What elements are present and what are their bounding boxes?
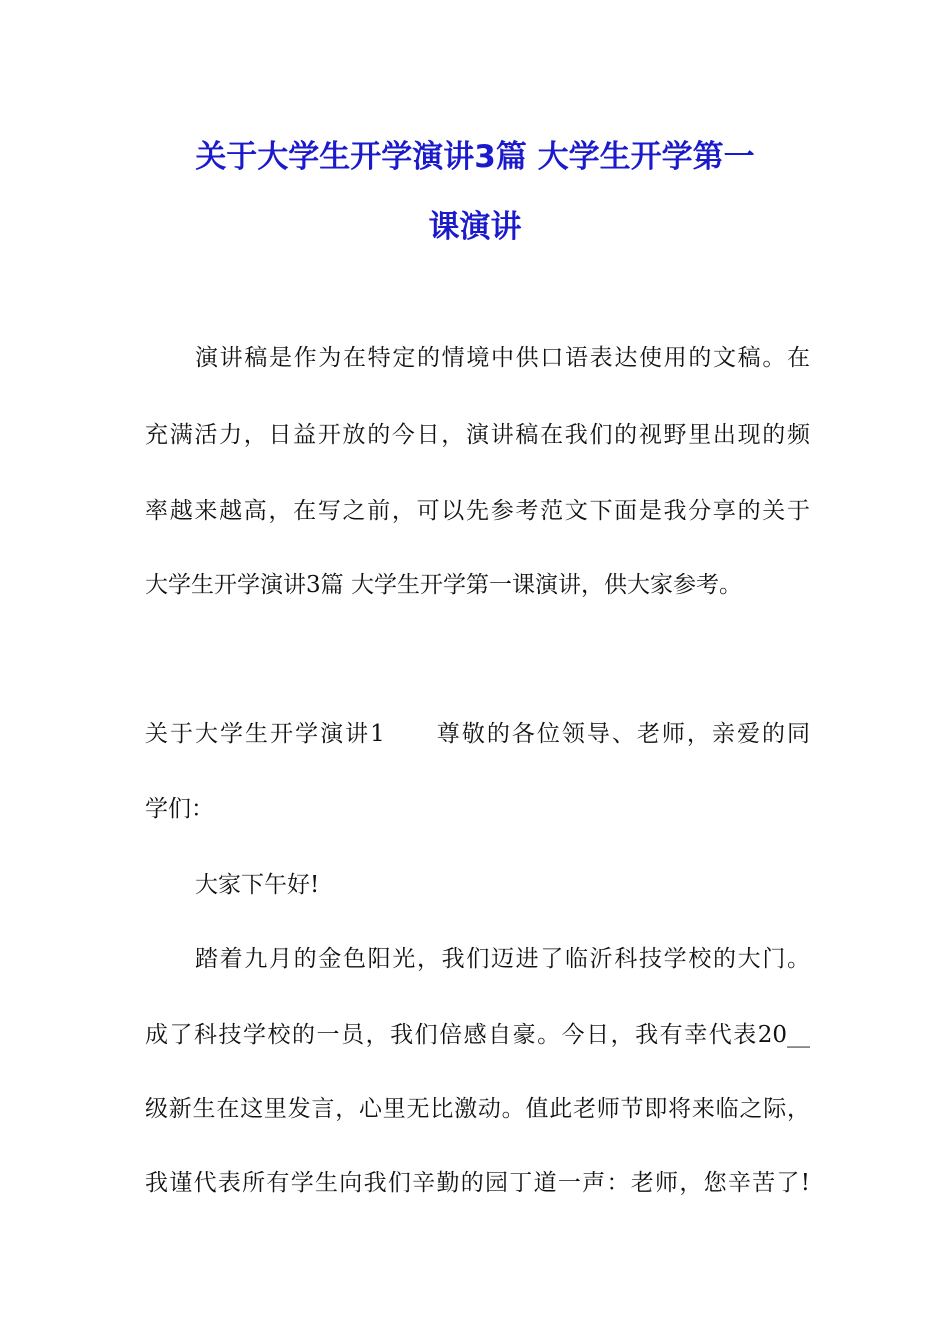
intro-line-2: 充满活力，日益开放的今日，演讲稿在我们的视野里出现的频	[145, 422, 810, 448]
body-line-4: 我谨代表所有学生向我们辛勤的园丁道一声：老师，您辛苦了!	[145, 1170, 810, 1196]
body-line-1: 踏着九月的金色阳光，我们迈进了临沂科技学校的大门。	[195, 946, 810, 972]
intro-line-3: 率越来越高，在写之前，可以先参考范文下面是我分享的关于	[145, 498, 810, 524]
body-line-2: 成了科技学校的一员，我们倍感自豪。今日，我有幸代表20__	[145, 1022, 810, 1048]
intro-line-4: 大学生开学演讲3篇 大学生开学第一课演讲，供大家参考。	[145, 572, 742, 598]
speech-heading-line-2: 学们：	[145, 796, 214, 822]
speech-heading-line-1: 关于大学生开学演讲1 尊敬的各位领导、老师，亲爱的同	[145, 721, 810, 747]
greeting-line: 大家下午好!	[195, 872, 320, 898]
document-title-line-2: 课演讲	[428, 209, 522, 245]
document-title-line-1: 关于大学生开学演讲3篇 大学生开学第一	[195, 139, 755, 175]
body-line-3: 级新生在这里发言，心里无比激动。值此老师节即将来临之际，	[145, 1096, 810, 1122]
intro-line-1: 演讲稿是作为在特定的情境中供口语表达使用的文稿。在	[195, 345, 810, 371]
